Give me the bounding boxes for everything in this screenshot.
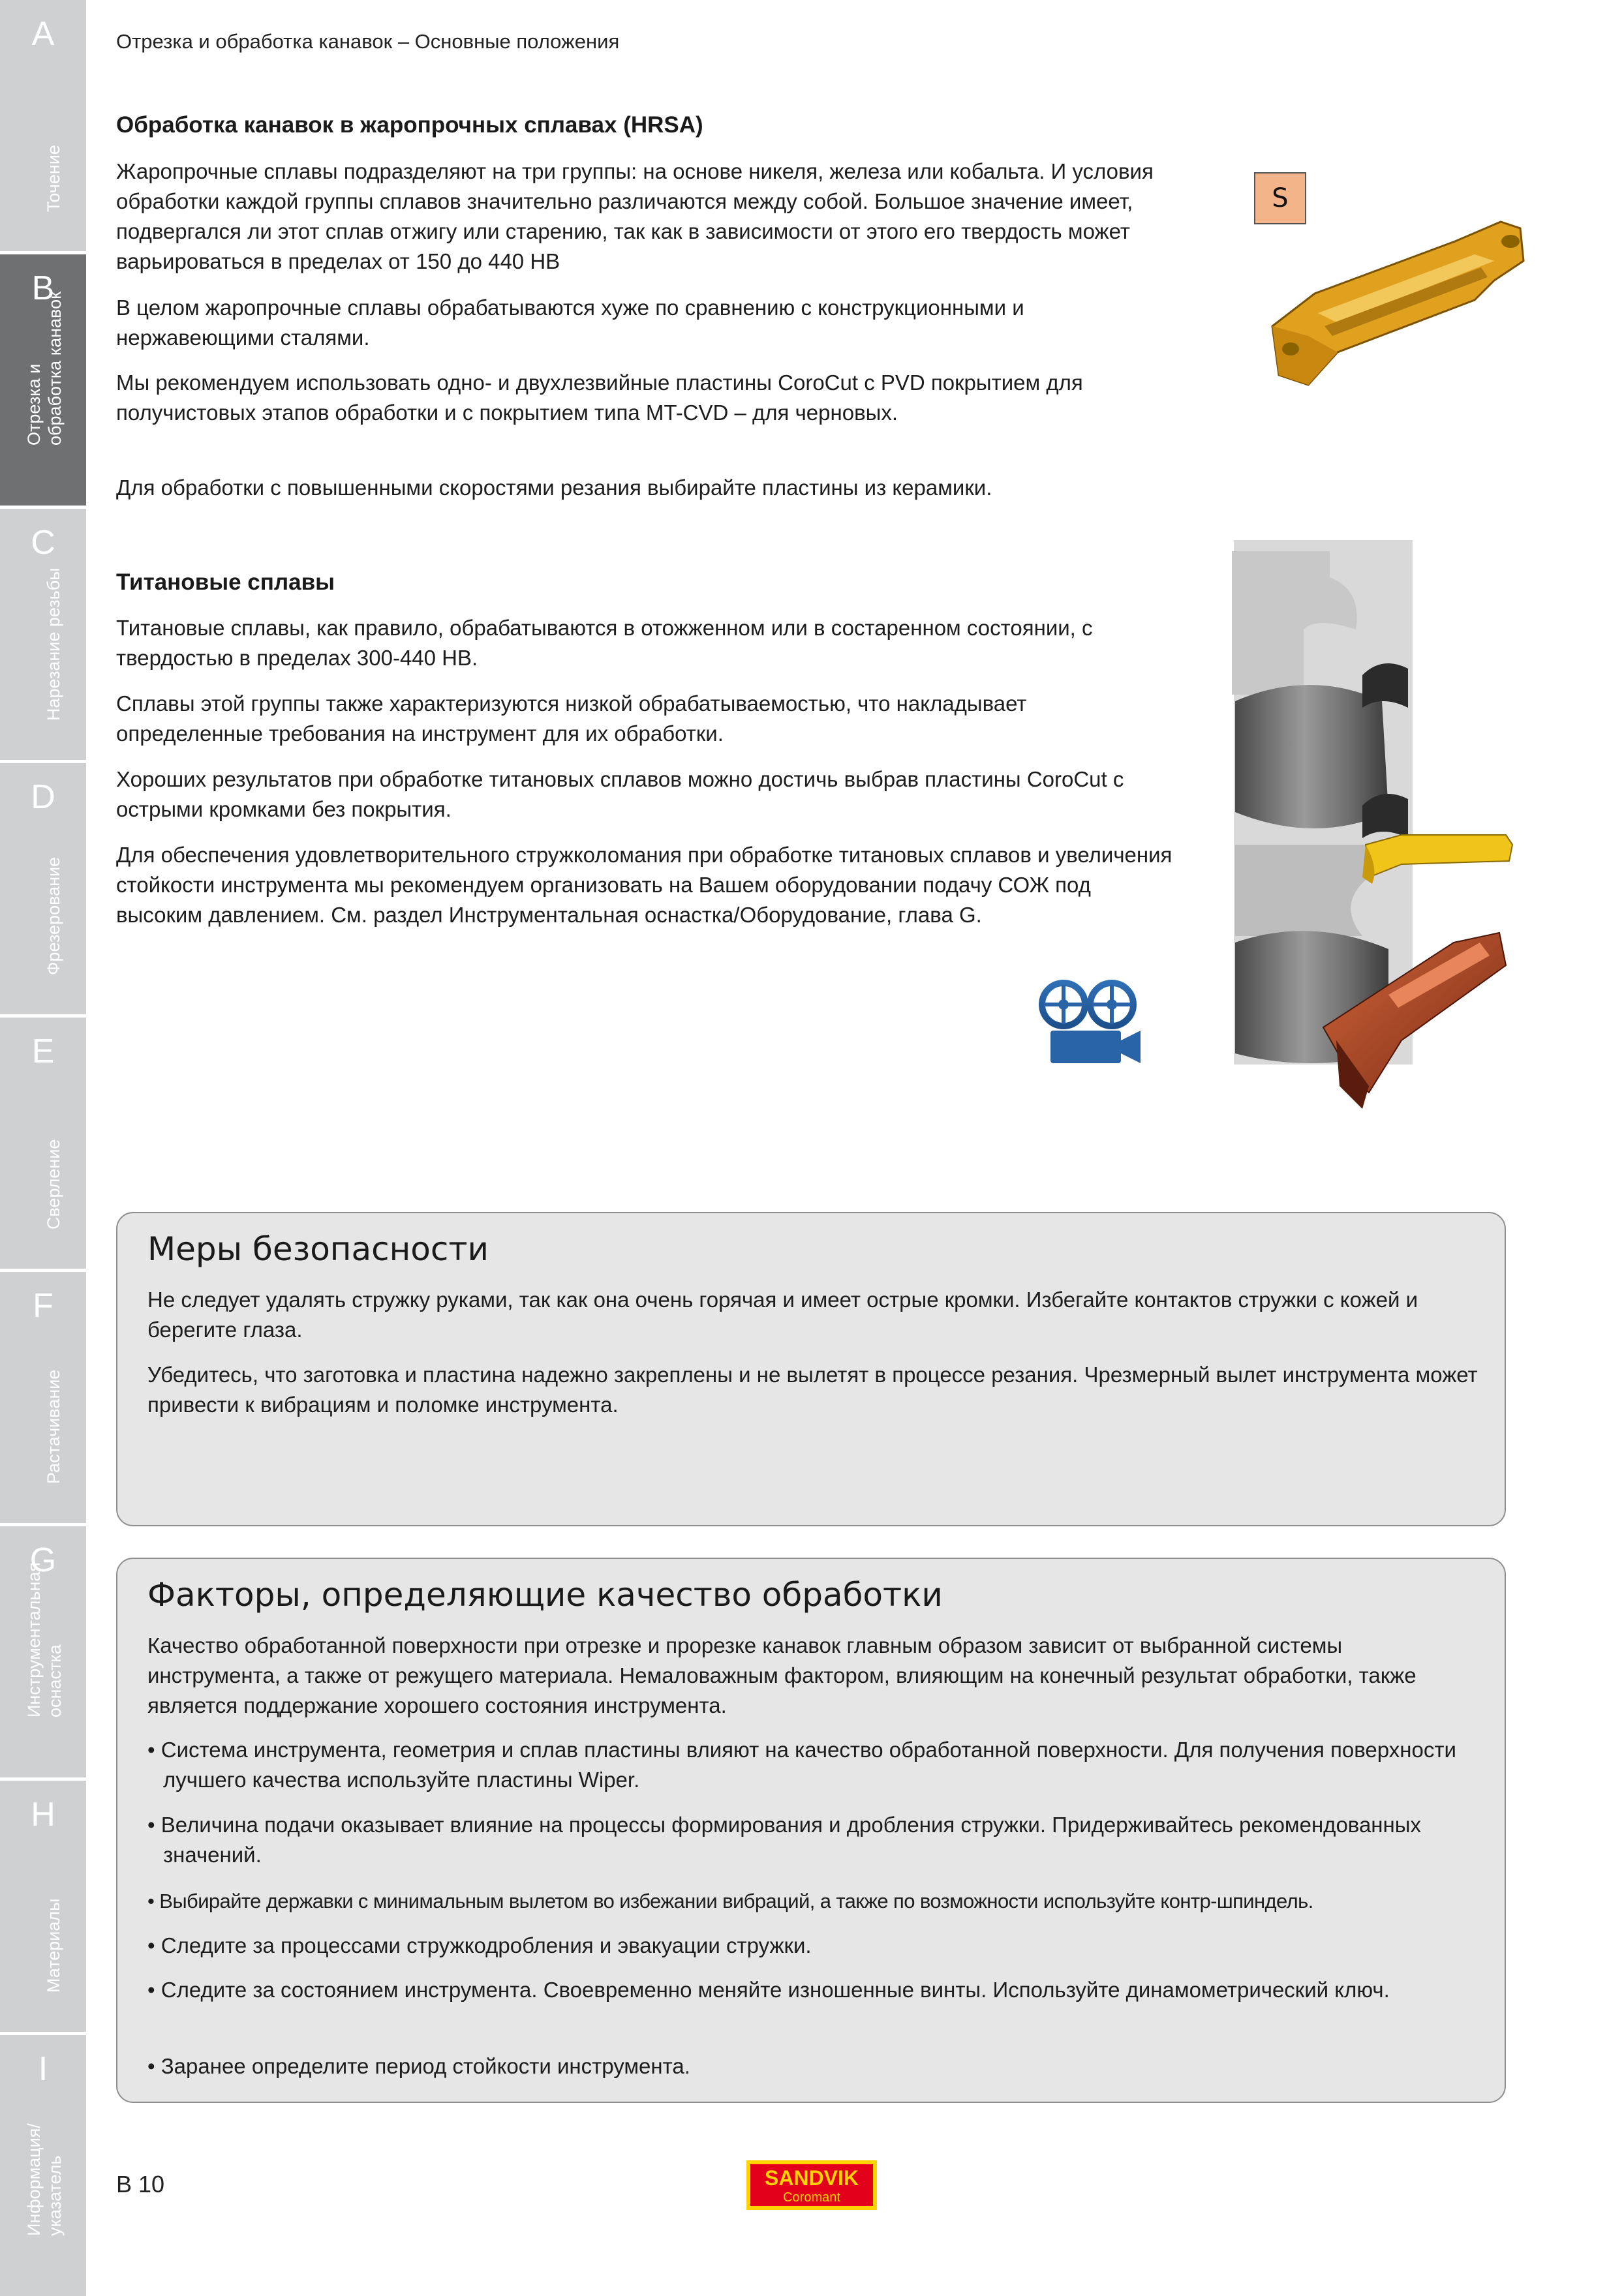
tab-label: Отрезка и обработка канавок [24,292,65,446]
quality-box [116,1558,1506,2103]
tab-letter: D [31,778,55,816]
section-tab-d[interactable] [0,763,86,1018]
titanium-paragraph: Для обеспечения удовлетворительного стружколомания при обработке титановых сплавов и увеличения стойкости инструмента мы рекомендуем организовать на Вашем оборудовании подачу СОЖ под высоким давлением. См. раздел Инструментальная оснастка/Оборудование, глава G. [116,843,1172,927]
tab-letter: H [31,1796,55,1834]
tab-label: Материалы [44,1898,63,1993]
safety-box-title: Меры безопасности [147,1230,489,1268]
tab-label: Информация/ указатель [24,2123,65,2236]
tab-label: Фрезерование [44,856,63,975]
tab-letter: F [33,1287,54,1325]
safety-paragraph: Убедитесь, что заготовка и пластина надежно закреплены и не вылетят в процессе резания. Чрезмерный вылет инструмента может привести к вибрациям и поломке инструмента. [147,1363,1478,1417]
video-camera-icon[interactable] [1039,978,1143,1067]
tab-letter: G [29,1541,57,1579]
quality-intro: Качество обработанной поверхности при отрезке и прорезке канавок главным образом зависит от выбранной системы инструмента, а также от режущего материала. Немаловажным фактором, влияющим на конечный результат обработки, также является поддержание хорошего состояния инструмента. [147,1633,1417,1717]
tab-label: Инструментальная оснастка [24,1562,65,1717]
quality-bullet: • Заранее определите период стойкости инструмента. [147,2051,1494,2081]
safety-box [116,1212,1506,1526]
section-tab-sidebar [0,0,86,2296]
tab-label: Растачивание [44,1369,63,1484]
tab-label: Точение [44,145,63,212]
section-tab-a[interactable] [0,0,86,254]
hrsa-paragraph: Для обработки с повышенными скоростями резания выбирайте пластины из керамики. [116,476,992,500]
section-tab-e[interactable] [0,1018,86,1272]
quality-bullet: • Величина подачи оказывает влияние на процессы формирования и дробления стружки. Придерживайтесь рекомендованных значений. [147,1810,1494,1870]
tab-letter: I [38,2050,48,2088]
logo-wordmark: SANDVIK [764,2166,859,2190]
titanium-section-title: Титановые сплавы [116,569,335,595]
section-tab-h[interactable] [0,1781,86,2035]
quality-box-title: Факторы, определяющие качество обработки [147,1576,943,1614]
section-tab-g[interactable] [0,1526,86,1781]
section-tab-c[interactable] [0,509,86,763]
hrsa-paragraph: В целом жаропрочные сплавы обрабатываются хуже по сравнению с конструкционными и нержавеющими сталями. [116,295,1024,350]
grooving-insert-image [1259,215,1533,398]
titanium-paragraph: Хороших результатов при обработке титановых сплавов можно достичь выбрав пластины CoroCut с острыми кромками без покрытия. [116,767,1124,821]
section-tab-b[interactable] [0,254,86,509]
sandvik-logo [746,2160,877,2210]
material-group-badge: S [1254,172,1306,224]
page-number: B 10 [116,2171,165,2198]
titanium-grooving-image [1232,538,1553,1148]
tab-letter: B [31,269,55,307]
section-tab-f[interactable] [0,1272,86,1526]
running-header: Отрезка и обработка канавок – Основные положения [116,30,620,53]
hrsa-paragraph: Мы рекомендуем использовать одно- и двухлезвийные пластины CoroCut с PVD покрытием для получистовых этапов обработки и с покрытием типа MT-CVD – для черновых. [116,370,1083,425]
quality-bullet: • Следите за состоянием инструмента. Своевременно меняйте изношенные винты. Используйте динамометрический ключ. [147,1975,1494,2005]
tab-letter: A [31,15,55,53]
hrsa-section-title: Обработка канавок в жаропрочных сплавах (HRSA) [116,112,703,138]
quality-bullet: • Система инструмента, геометрия и сплав пластины влияют на качество обработанной поверхности. Для получения поверхности лучшего качества используйте пластины Wiper. [147,1735,1494,1795]
quality-bullet: • Следите за процессами стружкодробления и эвакуации стружки. [147,1931,1494,1961]
tab-letter: E [31,1033,55,1070]
quality-bullet: • Выбирайте державки с минимальным вылетом во избежании вибраций, а также по возможности используйте контр-шпиндель. [147,1886,1494,1916]
safety-paragraph: Не следует удалять стружку руками, так как она очень горячая и имеет острые кромки. Избегайте контактов стружки с кожей и берегите глаза. [147,1288,1418,1342]
titanium-paragraph: Титановые сплавы, как правило, обрабатываются в отожженном или в состаренном состоянии, с твердостью в пределах 300-440 HB. [116,616,1093,670]
tab-label: Сверление [44,1139,63,1230]
section-tab-i[interactable] [0,2035,86,2296]
tab-label: Нарезание резьбы [44,567,63,721]
logo-subtitle: Coromant [783,2190,840,2205]
titanium-paragraph: Сплавы этой группы также характеризуются низкой обрабатываемостью, что накладывает определенные требования на инструмент для их обработки. [116,691,1027,746]
tab-letter: C [31,524,55,562]
hrsa-paragraph: Жаропрочные сплавы подразделяют на три группы: на основе никеля, железа или кобальта. И условия обработки каждой группы сплавов значительно различаются между собой. Большое значение имеет, подвергался ли этот сплав отжигу или старению, так как в зависимости от этого его твердость может варьироваться в пределах от 150 до 440 HB [116,159,1154,273]
